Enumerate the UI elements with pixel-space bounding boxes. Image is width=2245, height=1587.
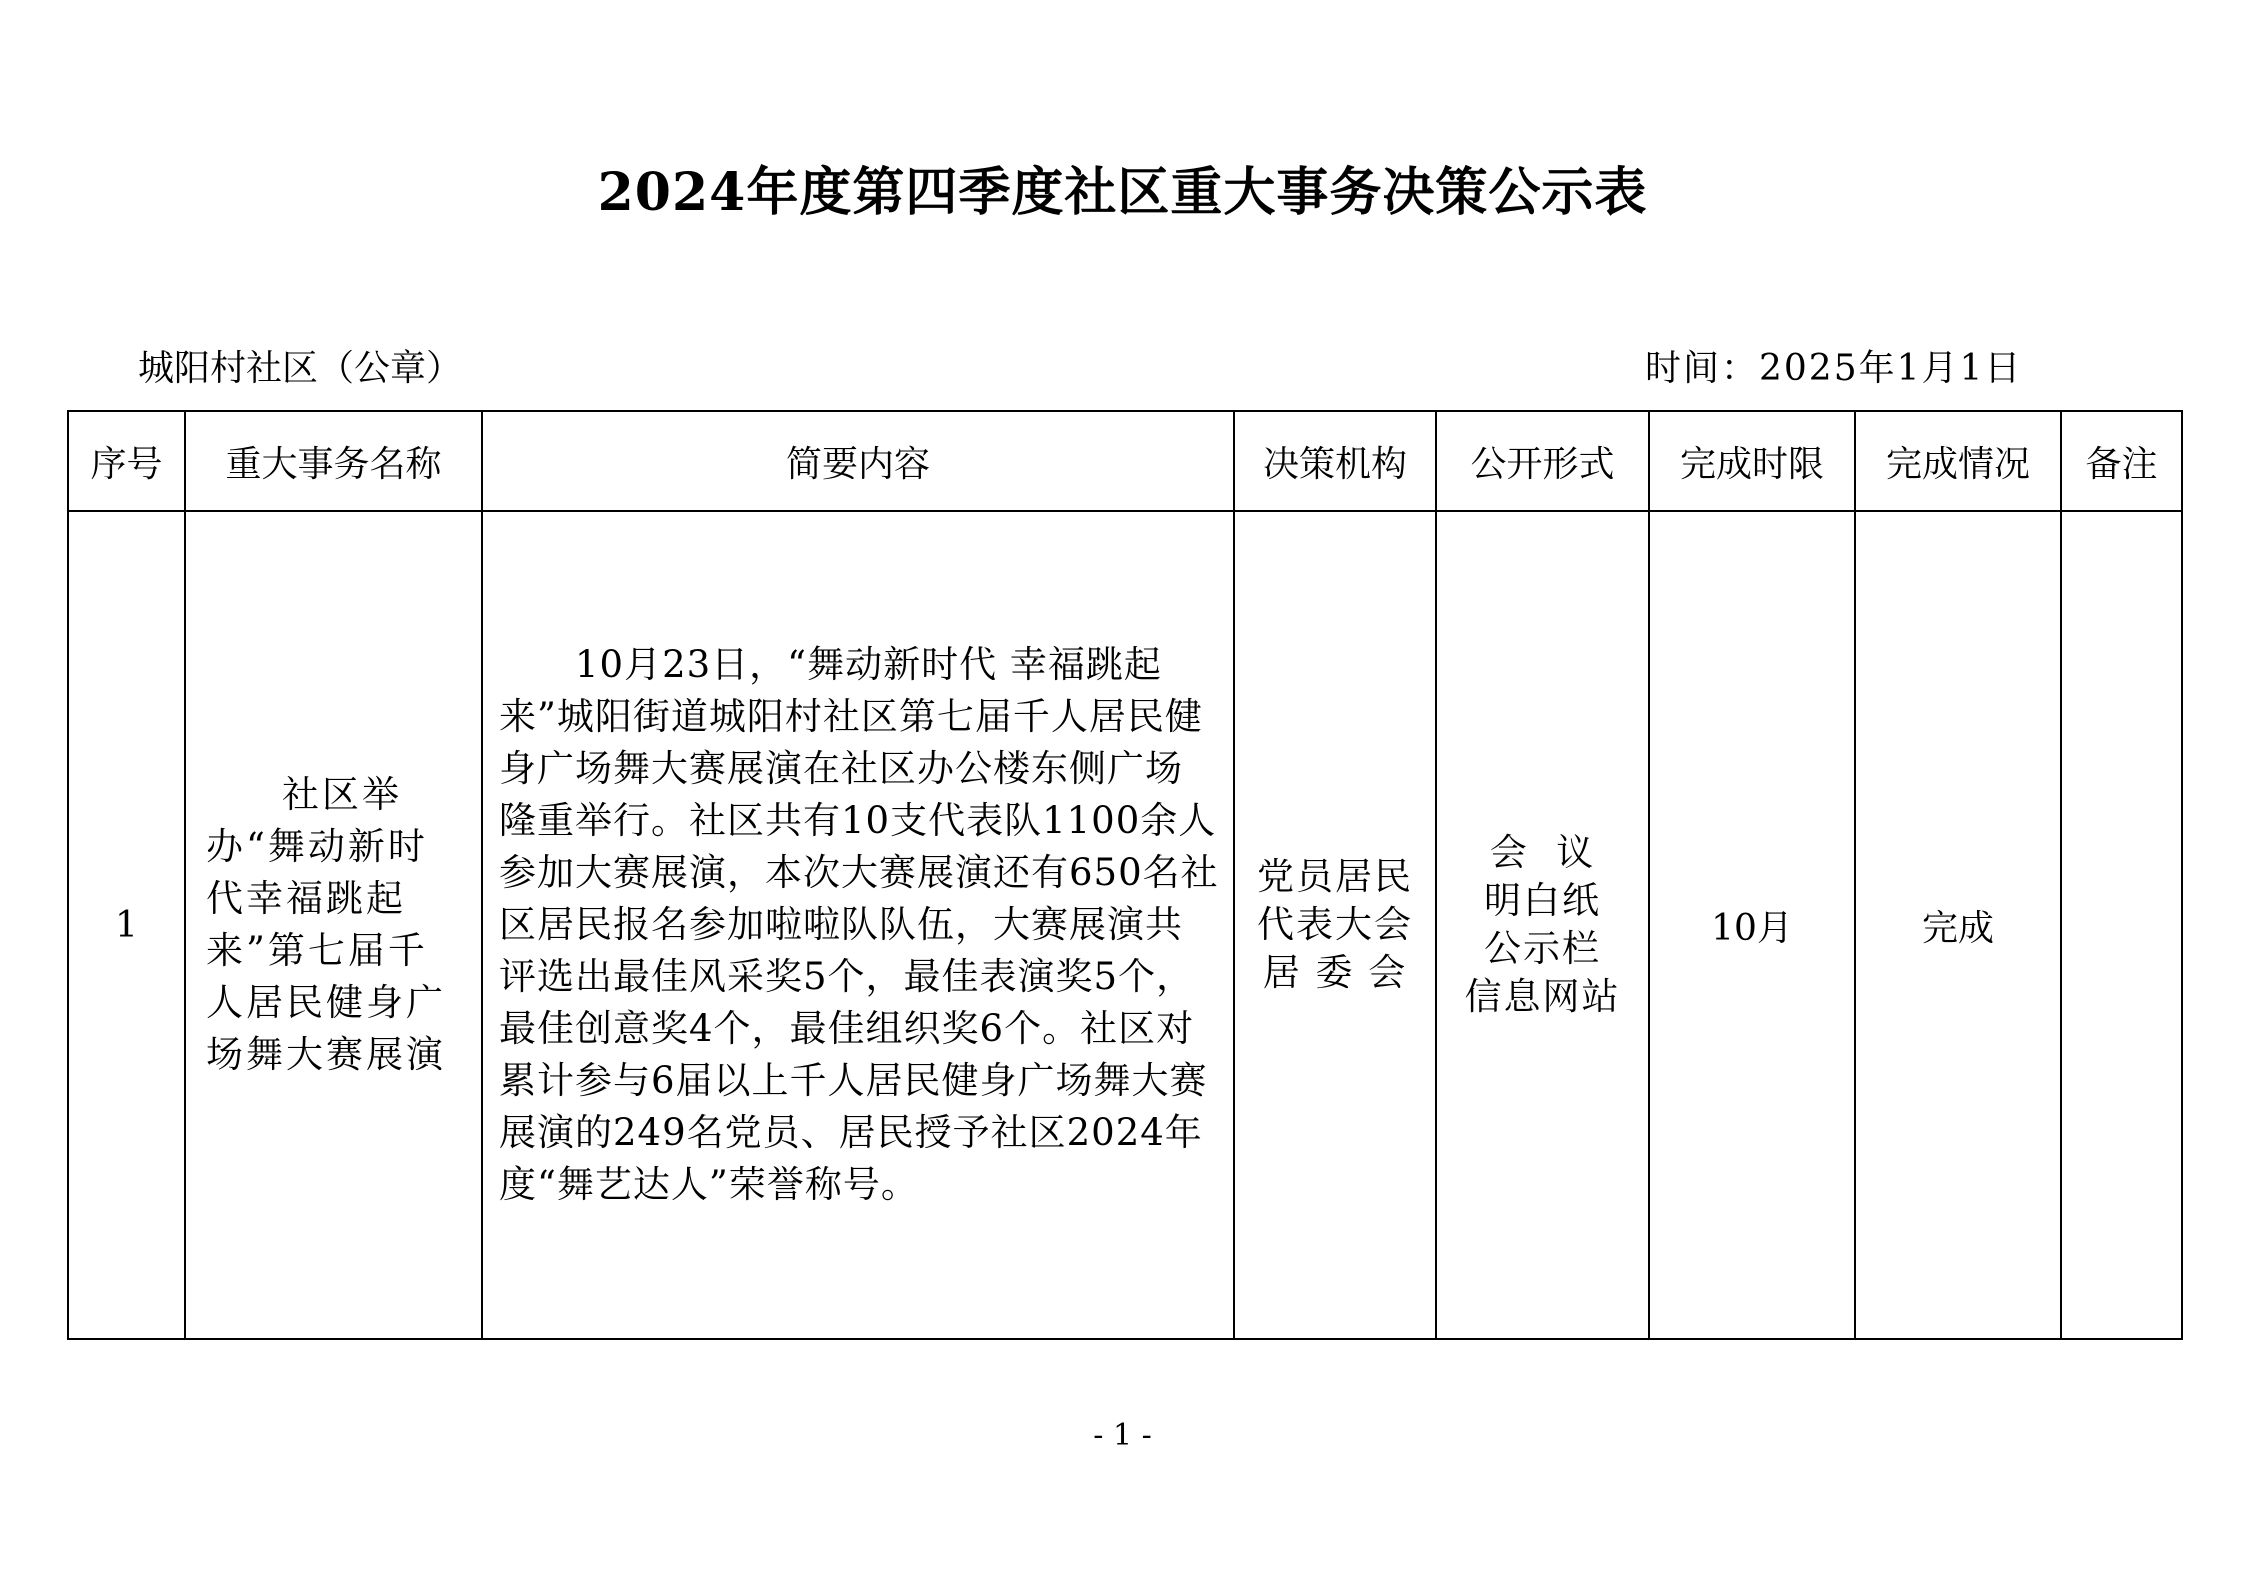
page-title: 2024年度第四季度社区重大事务决策公示表 — [597, 162, 1648, 223]
header-remarks: 备注 — [2061, 411, 2182, 511]
row-name-text: 社区举办“舞动新时代幸福跳起来”第七届千人居民健身广场舞大赛展演 — [206, 773, 446, 1076]
disclosure-line: 明白纸 — [1484, 879, 1601, 922]
row-summary-text: 10月23日，“舞动新时代 幸福跳起来”城阳街道城阳村社区第七届千人居民健身广场舞大赛展演在社区办公楼东侧广场隆重举行。社区共有10支代表队1100余人参加大赛展演，本次大赛展演还有650名社区居民报名参加啦啦队队伍，大赛展演共评选出最佳风采奖5个，最佳表演奖5个，最佳创意奖4个，最佳组织奖6个。社区对累计参与6届以上千人居民健身广场舞大赛展演的249名党员、居民授予社区2024年度“舞艺达人”荣誉称号。 — [499, 643, 1219, 1206]
header-name: 重大事务名称 — [185, 411, 482, 511]
row-decision-body — [1234, 511, 1436, 1339]
row-status: 完成 — [1855, 511, 2061, 1339]
row-remarks — [2061, 511, 2182, 1339]
header-deadline: 完成时限 — [1649, 411, 1855, 511]
date-label: 时间：2025年1月1日 — [1645, 348, 2023, 389]
row-name — [185, 511, 482, 1339]
organization-label: 城阳村社区（公章） — [138, 348, 463, 389]
table-row — [68, 511, 2182, 1339]
header-index: 序号 — [68, 411, 185, 511]
disclosure-line: 公示栏 — [1484, 927, 1601, 970]
table-header-row — [68, 411, 2182, 511]
row-index: 1 — [68, 511, 185, 1339]
row-deadline: 10月 — [1649, 511, 1855, 1339]
header-decision-body: 决策机构 — [1234, 411, 1436, 511]
decision-body-line: 代表大会 — [1257, 903, 1413, 946]
disclosure-line: 会 议 — [1489, 831, 1596, 874]
row-disclosure — [1436, 511, 1649, 1339]
disclosure-line: 信息网站 — [1464, 975, 1621, 1018]
row-summary — [482, 511, 1234, 1339]
decision-table — [67, 410, 2183, 1340]
header-status: 完成情况 — [1855, 411, 2061, 511]
header-summary: 简要内容 — [482, 411, 1234, 511]
decision-body-line: 居 委 会 — [1262, 951, 1408, 994]
header-disclosure: 公开形式 — [1436, 411, 1649, 511]
decision-body-line: 党员居民 — [1257, 855, 1413, 898]
page-number: - 1 - — [1093, 1418, 1152, 1453]
